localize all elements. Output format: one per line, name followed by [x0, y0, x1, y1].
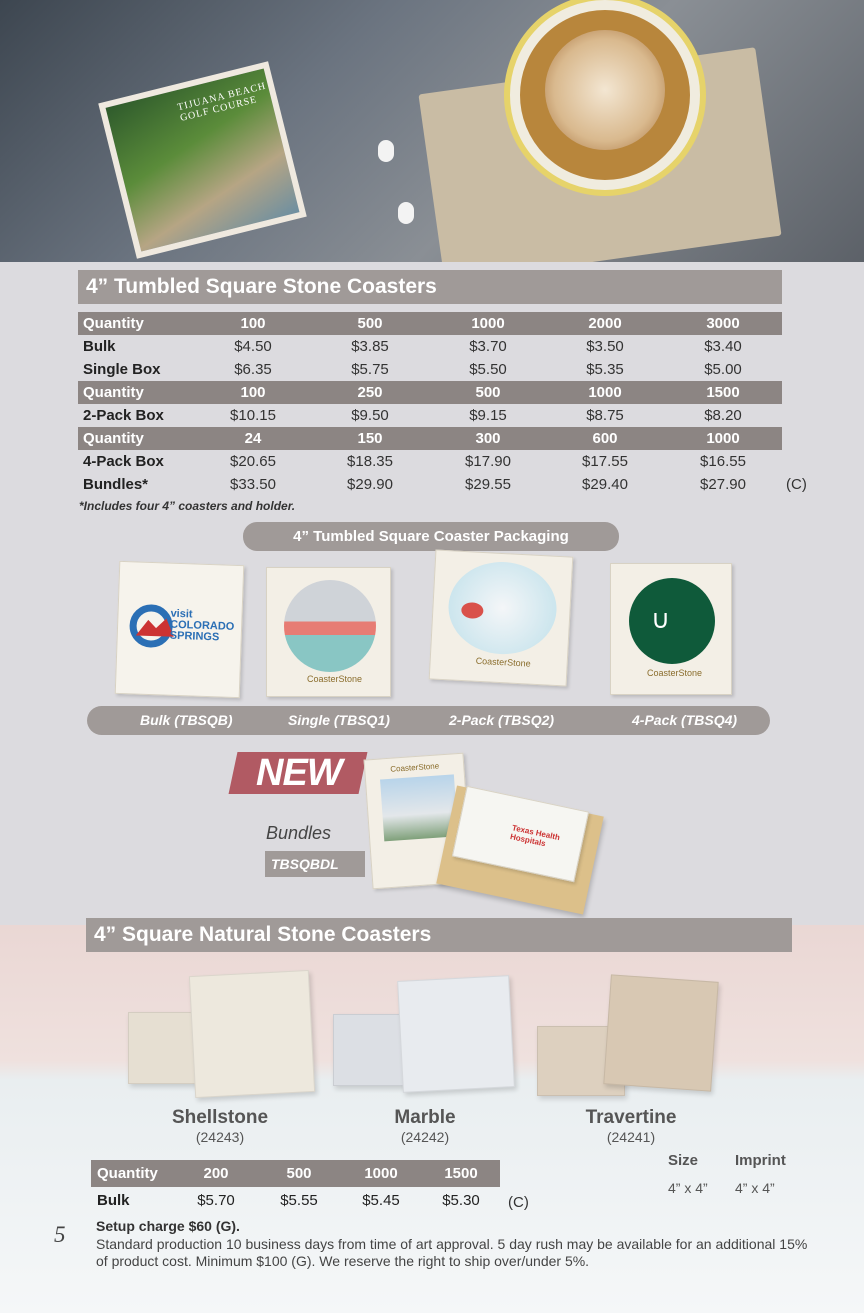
marble-coaster: [397, 975, 515, 1093]
single-box-image: [266, 567, 391, 697]
header-cell: 250: [357, 384, 383, 401]
header-cell: 150: [357, 430, 383, 447]
bundles-code: TBSQBDL: [265, 851, 365, 877]
travertine-coaster: [603, 974, 718, 1091]
row-label: Bulk: [83, 338, 116, 355]
price-cell: $4.50: [234, 338, 272, 355]
earbud-icon: [398, 202, 414, 224]
header-cell: 3000: [706, 315, 740, 332]
price-cell: $5.75: [351, 361, 389, 378]
product-name-travertine: Travertine: [585, 1107, 677, 1128]
price-cell: $5.35: [586, 361, 624, 378]
label-four-pack: 4-Pack (TBSQ4): [632, 712, 738, 728]
two-pack-image: [429, 549, 574, 686]
price-cell: $9.15: [469, 407, 507, 424]
header-cell: Quantity: [83, 315, 144, 332]
bundles-label: Bundles: [266, 823, 332, 843]
price-cell: $5.45: [362, 1192, 400, 1209]
row-label: Single Box: [83, 361, 161, 378]
size-value: 4” x 4”: [668, 1180, 708, 1196]
table-header-row: [78, 427, 782, 450]
price-cell: $3.85: [351, 338, 389, 355]
price-cell: $5.30: [442, 1192, 480, 1209]
brand-text: CoasterStone: [390, 761, 440, 774]
row-label: Bundles*: [83, 476, 149, 493]
brand-text: CoasterStone: [307, 674, 363, 684]
table-row: [78, 473, 782, 496]
header-cell: 500: [357, 315, 383, 332]
brand-text: CoasterStone: [647, 668, 703, 678]
four-pack-image: [610, 563, 732, 695]
section-title-text: 4” Square Natural Stone Coasters: [94, 923, 432, 946]
packaging-title: [243, 522, 619, 551]
imprint-label: Imprint: [735, 1152, 786, 1169]
price-cell: $5.50: [469, 361, 507, 378]
header-cell: 1000: [471, 315, 505, 332]
label-bulk: Bulk (TBSQB): [140, 712, 233, 728]
price-cell: $27.90: [700, 476, 746, 493]
row-label: 2-Pack Box: [83, 407, 164, 424]
price-cell: $29.90: [347, 476, 393, 493]
table-header-row: [78, 381, 782, 404]
price-cell: $8.75: [586, 407, 624, 424]
price-cell: $3.40: [704, 338, 742, 355]
header-cell: 1000: [588, 384, 622, 401]
price-cell: $29.40: [582, 476, 628, 493]
earbud-icon: [378, 140, 394, 162]
header-cell: Quantity: [83, 430, 144, 447]
header-cell: 1000: [364, 1165, 398, 1182]
price-cell: $3.50: [586, 338, 624, 355]
price-cell: $5.55: [280, 1192, 318, 1209]
price-cell: $29.55: [465, 476, 511, 493]
header-cell: 100: [240, 315, 266, 332]
label-single: Single (TBSQ1): [288, 712, 390, 728]
bull-horns-icon: ∪: [651, 604, 671, 634]
header-cell: Quantity: [97, 1165, 158, 1182]
bulk-coaster-image: [115, 561, 245, 698]
header-cell: 200: [203, 1165, 229, 1182]
row-label: 4-Pack Box: [83, 453, 164, 470]
price-cell: $33.50: [230, 476, 276, 493]
setup-charge: Setup charge $60 (G).: [96, 1218, 240, 1234]
header-cell: 600: [592, 430, 618, 447]
size-label: Size: [668, 1152, 699, 1169]
section-title-text: 4” Tumbled Square Stone Coasters: [86, 275, 437, 298]
header-cell: 24: [244, 430, 262, 447]
brand-text: CoasterStone: [475, 655, 531, 669]
price-cell: $20.65: [230, 453, 276, 470]
price-cell: $3.70: [469, 338, 507, 355]
production-fine-print: Standard production 10 business days from time of art approval. 5 day rush may be available for an additional 15% of product cost. Minimum $100 (G). We reserve the right to ship over/under 5%.: [96, 1236, 808, 1269]
label-two-pack: 2-Pack (TBSQ2): [449, 712, 555, 728]
header-cell: 500: [475, 384, 501, 401]
table-row: [78, 450, 782, 473]
code-tag: (C): [508, 1194, 529, 1211]
header-cell: 1000: [706, 430, 740, 447]
coaster-logo-text: Texas Health Hospitals: [509, 823, 561, 849]
tumbled-price-table-1: [78, 312, 782, 496]
price-cell: $5.70: [197, 1192, 235, 1209]
hero-photo: [0, 0, 864, 262]
table-header-row: [78, 312, 782, 335]
price-cell: $17.90: [465, 453, 511, 470]
price-cell: $16.55: [700, 453, 746, 470]
row-label: Bulk: [97, 1192, 130, 1209]
page-number: 5: [54, 1222, 66, 1247]
section-title-natural: [86, 918, 792, 952]
packaging-title-text: 4” Tumbled Square Coaster Packaging: [293, 528, 569, 545]
golf-course-coaster-image: [98, 61, 307, 259]
product-code-travertine: (24241): [606, 1129, 656, 1145]
packaging-labels-bar: [87, 706, 770, 735]
table-row: [91, 1187, 500, 1214]
price-cell: $17.55: [582, 453, 628, 470]
box-window: [629, 578, 715, 664]
table-row: [78, 404, 782, 427]
table-row: [78, 335, 782, 358]
latte-foam: [545, 30, 665, 150]
section-title-tumbled: [78, 270, 782, 304]
product-name-marble: Marble: [394, 1107, 456, 1128]
product-code-shellstone: (24243): [195, 1129, 245, 1145]
header-cell: 1500: [706, 384, 740, 401]
footnote: *Includes four 4” coasters and holder.: [79, 499, 296, 513]
imprint-value: 4” x 4”: [735, 1180, 775, 1196]
header-cell: 1500: [444, 1165, 478, 1182]
price-cell: $10.15: [230, 407, 276, 424]
coaster-caption: TIJUANA BEACH GOLF COURSE: [176, 80, 268, 124]
header-cell: Quantity: [83, 384, 144, 401]
natural-price-table: [91, 1160, 500, 1214]
product-name-shellstone: Shellstone: [171, 1107, 269, 1128]
new-badge: NEW: [256, 752, 342, 794]
shellstone-coaster: [189, 970, 315, 1098]
table-row: [78, 358, 782, 381]
logo-text: visit COLORADO SPRINGS: [169, 607, 235, 644]
header-cell: 500: [286, 1165, 312, 1182]
price-cell: $6.35: [234, 361, 272, 378]
price-cell: $9.50: [351, 407, 389, 424]
box-window: [284, 580, 376, 672]
code-tag: (C): [786, 476, 807, 493]
price-cell: $5.00: [704, 361, 742, 378]
header-cell: 300: [475, 430, 501, 447]
product-code-marble: (24242): [400, 1129, 450, 1145]
price-cell: $8.20: [704, 407, 742, 424]
header-cell: 2000: [588, 315, 622, 332]
table-header-row: [91, 1160, 500, 1187]
price-cell: $18.35: [347, 453, 393, 470]
header-cell: 100: [240, 384, 266, 401]
